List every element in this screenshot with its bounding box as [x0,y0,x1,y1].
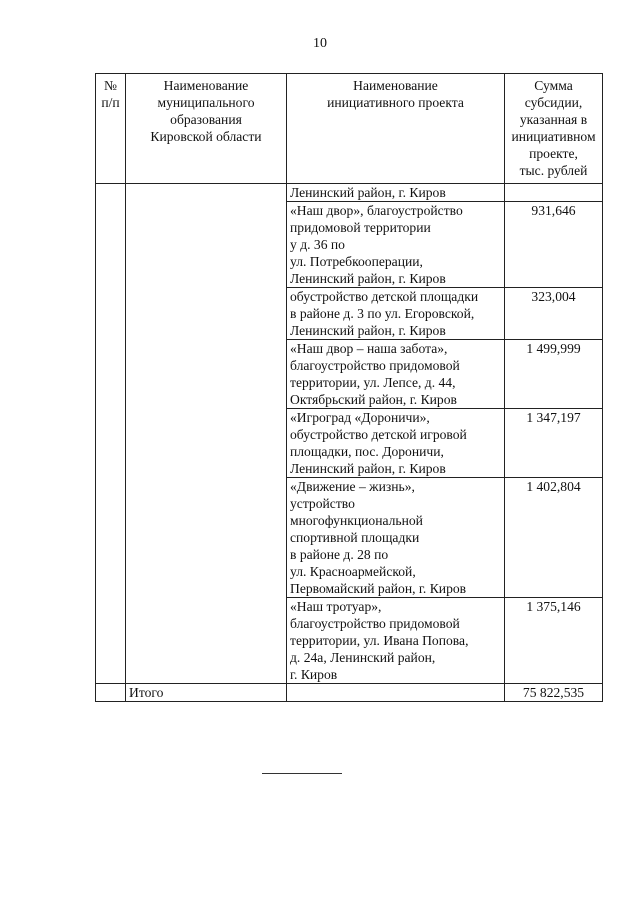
project-name-cell: «Наш двор», благоустройство придомовой территории у д. 36 по ул. Потребкооперации, Ленинский район, г. Киров [287,202,505,288]
total-number-cell [96,684,126,702]
subsidy-sum-cell: 1 375,146 [505,598,603,684]
project-name-cell: «Игроград «Дороничи», обустройство детской игровой площадки, пос. Дороничи, Ленинский район, г. Киров [287,409,505,478]
table-row [96,184,603,202]
table-header-row [96,74,603,184]
header-municipality: Наименование муниципального образования Кировской области [126,74,287,184]
project-name-cell: Ленинский район, г. Киров [287,184,505,202]
project-name-cell: «Движение – жизнь», устройство многофункциональной спортивной площадки в районе д. 28 по ул. Красноармейской, Первомайский район, г. Киров [287,478,505,598]
header-sum: Сумма субсидии, указанная в инициативном проекте, тыс. рублей [505,74,603,184]
total-project-cell [287,684,505,702]
project-name-cell: обустройство детской площадки в районе д. 3 по ул. Егоровской, Ленинский район, г. Киров [287,288,505,340]
end-of-document-line [262,773,342,774]
subsidies-table [95,73,603,702]
subsidy-sum-cell: 1 347,197 [505,409,603,478]
total-row [96,684,603,702]
page-number: 10 [313,36,327,51]
header-project: Наименование инициативного проекта [287,74,505,184]
row-number-cell [96,184,126,684]
subsidy-sum-cell: 1 402,804 [505,478,603,598]
project-name-cell: «Наш тротуар», благоустройство придомовой территории, ул. Ивана Попова, д. 24а, Ленинский район, г. Киров [287,598,505,684]
header-number: № п/п [96,74,126,184]
subsidy-sum-cell: 1 499,999 [505,340,603,409]
row-municipality-cell [126,184,287,684]
total-sum: 75 822,535 [505,684,603,702]
subsidy-sum-cell [505,184,603,202]
subsidy-sum-cell: 931,646 [505,202,603,288]
subsidy-sum-cell: 323,004 [505,288,603,340]
total-label: Итого [126,684,287,702]
project-name-cell: «Наш двор – наша забота», благоустройство придомовой территории, ул. Лепсе, д. 44, Октябрьский район, г. Киров [287,340,505,409]
